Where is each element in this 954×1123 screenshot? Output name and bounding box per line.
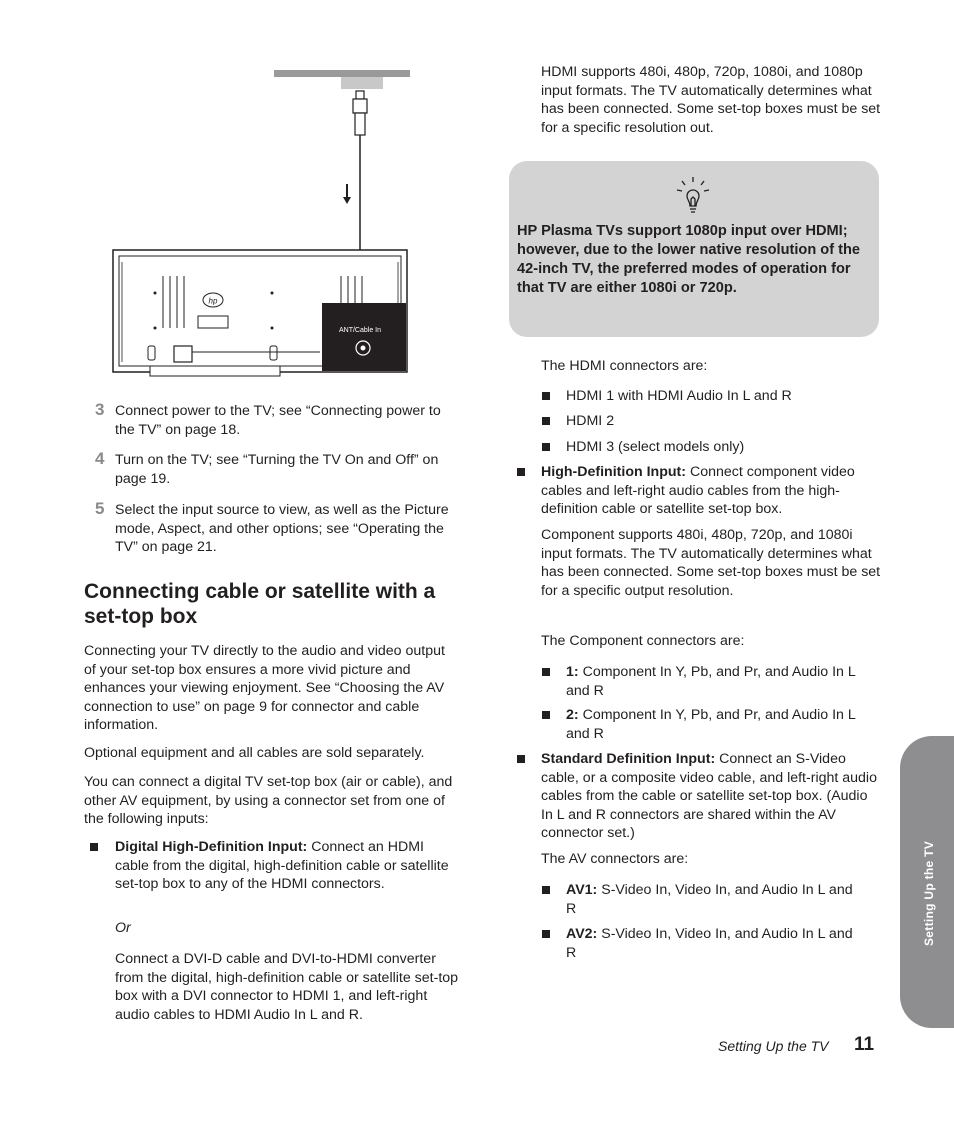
item-label: Standard Definition Input: xyxy=(541,751,716,767)
item-text: S-Video In, Video In, and Audio In L and R xyxy=(566,882,853,917)
item-label: Digital High-Definition Input: xyxy=(115,839,308,855)
bullet-icon xyxy=(542,886,550,894)
item-text: S-Video In, Video In, and Audio In L and R xyxy=(566,926,853,961)
item-text: Component In Y, Pb, and Pr, and Audio In L and R xyxy=(566,664,856,699)
optional-note: Optional equipment and all cables are sold separately. xyxy=(84,745,425,761)
ant-cable-in-callout xyxy=(322,303,406,371)
step-text: Turn on the TV; see “Turning the TV On and Off” on page 19. xyxy=(115,452,439,487)
hdmi-list-item: HDMI 2 xyxy=(566,413,615,429)
step-number: 5 xyxy=(95,499,105,518)
item-label: AV1: xyxy=(566,882,598,898)
hp-logo-text: hp xyxy=(208,296,218,306)
or-text: Or xyxy=(115,920,131,936)
wall-plate xyxy=(274,70,410,77)
item-text: Connect an HDMI cable from the digital, high-definition cable or satellite set-top box to any of the HDMI connectors. xyxy=(115,839,449,893)
step-number: 4 xyxy=(95,449,105,468)
component-formats-paragraph: Component supports 480i, 480p, 720p, and 1080i input formats. The TV automatically determines what has been connected. Some set-top boxes must be set for a specific output resolution. xyxy=(541,527,881,599)
bullet-icon xyxy=(542,711,550,719)
hdmi-formats-paragraph: HDMI supports 480i, 480p, 720p, 1080i, and 1080p input formats. The TV automatically determines what has been connected. Some set-top boxes must be set for a specific resolution out. xyxy=(541,64,881,136)
hdmi-list-item: HDMI 1 with HDMI Audio In L and R xyxy=(566,388,792,404)
down-arrow-icon xyxy=(343,184,351,204)
section-intro: Connecting your TV directly to the audio and video output of your set-top box ensures a more vivid picture and enhances your viewing enjoyment. See “Choosing the AV connection to use” on page 9 for connector and cable information. xyxy=(84,643,445,734)
item-text: Connect component video cables and left-right audio cables from the high-definition cable or satellite set-top box. xyxy=(541,464,855,518)
connection-diagram xyxy=(110,66,410,378)
av-intro: The AV connectors are: xyxy=(541,851,689,867)
hdmi-connectors-intro: The HDMI connectors are: xyxy=(541,358,708,374)
item-label: 1: xyxy=(566,664,579,680)
connect-paragraph: You can connect a digital TV set-top box (air or cable), and other AV equipment, by using a connector set from one of the following inputs: xyxy=(84,774,453,828)
item-text: Connect an S-Video cable, or a composite video cable, and left-right audio cables from the cable or satellite set-top box. (Audio In L and R connectors are shared within the AV connector set.) xyxy=(541,751,877,842)
lightbulb-icon xyxy=(675,175,711,215)
page-number: 11 xyxy=(854,1034,875,1055)
item-label: 2: xyxy=(566,707,579,723)
bullet-icon xyxy=(517,755,525,763)
bullet-icon xyxy=(542,417,550,425)
av-list-item xyxy=(566,925,856,962)
ant-cable-in-label: ANT/Cable In xyxy=(338,327,382,334)
bullet-icon xyxy=(542,392,550,400)
bullet-icon xyxy=(542,443,550,451)
item-label: AV2: xyxy=(566,926,598,942)
hd-input-item xyxy=(541,463,881,519)
section-heading: Connecting cable or satellite with a set-top box xyxy=(84,580,436,628)
bullet-icon xyxy=(542,930,550,938)
dvi-paragraph: Connect a DVI-D cable and DVI-to-HDMI converter from the digital, high-definition cable or satellite set-top box with a DVI connector to HDMI 1, and left-right audio cables to HDMI Audio In L and R. xyxy=(115,951,459,1023)
side-tab xyxy=(900,736,954,1028)
hdmi-list-item: HDMI 3 (select models only) xyxy=(566,439,745,455)
tip-text: HP Plasma TVs support 1080p input over HDMI; however, due to the lower native resolution of the 42-inch TV, the preferred modes of operation for that TV are either 1080i or 720p. xyxy=(517,223,861,296)
wall-outlet xyxy=(341,77,383,89)
item-text: Component In Y, Pb, and Pr, and Audio In L and R xyxy=(566,707,856,742)
side-tab-label: Setting Up the TV xyxy=(922,840,936,946)
sd-input-item xyxy=(541,750,881,843)
component-list-item xyxy=(566,663,878,700)
bullet-icon xyxy=(542,668,550,676)
footer-section-name: Setting Up the TV xyxy=(718,1038,829,1054)
bullet-icon xyxy=(517,468,525,476)
digital-hd-input-item xyxy=(115,838,460,894)
coax-connector-top xyxy=(353,91,367,135)
step-number: 3 xyxy=(95,400,105,419)
component-intro: The Component connectors are: xyxy=(541,633,745,649)
item-label: High-Definition Input: xyxy=(541,464,686,480)
step-text: Select the input source to view, as well as the Picture mode, Aspect, and other options; see “Operating the TV” on page 21. xyxy=(115,502,449,556)
bullet-icon xyxy=(90,843,98,851)
component-list-item xyxy=(566,706,878,743)
av-list-item xyxy=(566,881,856,918)
tip-box xyxy=(509,161,879,337)
step-text: Connect power to the TV; see “Connecting power to the TV” on page 18. xyxy=(115,403,441,438)
